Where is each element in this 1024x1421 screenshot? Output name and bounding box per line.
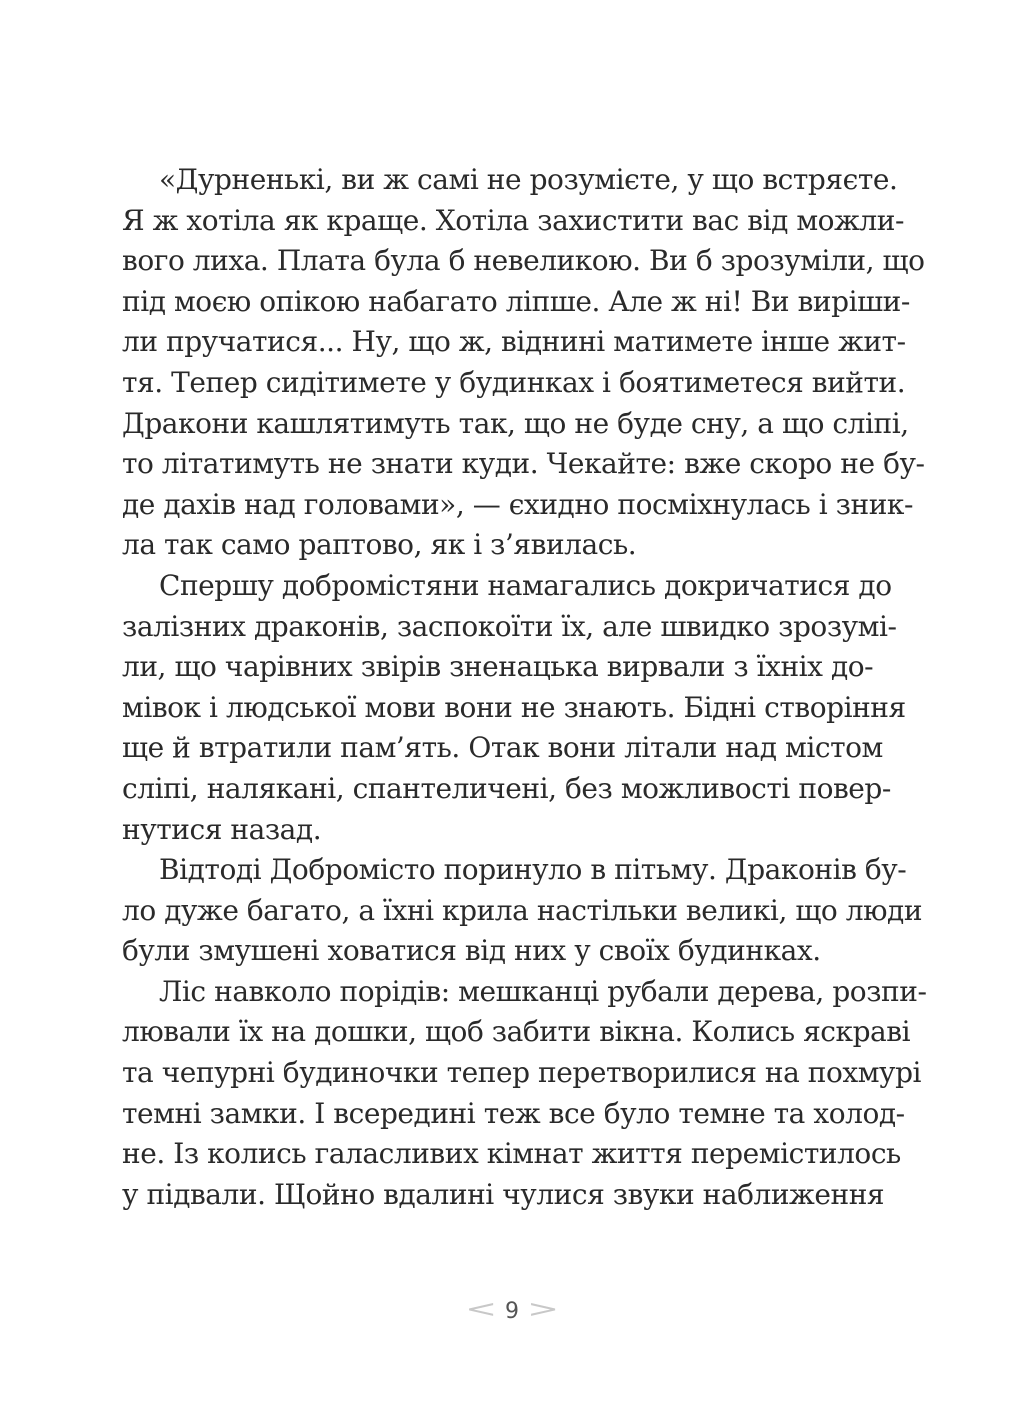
text-line: ло дуже багато, а їхні крила настільки великі, що люди (122, 893, 923, 927)
text-line: та чепурні будиночки тепер перетворилися на похмурі (122, 1056, 922, 1090)
text-line: не. Із колись галасливих кімнат життя перемістилось (122, 1137, 901, 1171)
left-arrow-icon: < (464, 1295, 498, 1323)
text-line: тя. Тепер сидітимете у будинках і боятиметеся вийти. (122, 365, 906, 399)
text-line: Відтоді Доброміcто поринуло в пітьму. Драконів бу- (159, 853, 907, 887)
text-line: темні замки. І всередині теж все було темне та холод- (122, 1096, 905, 1130)
right-arrow-icon: > (526, 1295, 560, 1323)
text-line: «Дурненькі, ви ж самі не розумієте, у що встряєте. (159, 163, 898, 196)
text-line: мівок і людської мови вони не знають. Бідні створіння (122, 690, 906, 724)
text-line: Ліс навколо порідів: мешканці рубали дерева, розпи- (159, 974, 927, 1008)
text-line: вого лиха. Плата була б невеликою. Ви б зрозуміли, що (122, 244, 925, 278)
page-number: 9 (505, 1299, 519, 1324)
text-line: сліпі, налякані, спантеличені, без можливості повер- (122, 771, 891, 805)
text-line: під моєю опікою набагато ліпше. Але ж ні! Ви виріши- (122, 284, 910, 318)
page-number-footer (0, 1295, 1024, 1324)
text-line: то літатимуть не знати куди. Чекайте: вже скоро не бу- (122, 447, 925, 481)
text-line: ли, що чарівних звірів зненацька вирвали з їхніх до- (122, 650, 874, 684)
text-line: Я ж хотіла як краще. Хотіла захистити вас від можли- (122, 203, 904, 237)
text-line: нутися назад. (122, 812, 322, 846)
text-line: лювали їх на дошки, щоб забити вікна. Колись яскраві (122, 1015, 911, 1049)
text-line: були змушені ховатися від них у своїх будинках. (122, 934, 821, 968)
text-line: у підвали. Щойно вдалині чулися звуки наближення (122, 1177, 885, 1211)
body-text (122, 160, 927, 1215)
text-line: ли пручатися... Ну, що ж, віднині матимете інше жит- (122, 325, 906, 359)
text-line: Спершу добромістяни намагались докричатися до (159, 568, 892, 602)
text-line: Дракони кашлятимуть так, що не буде сну, а що сліпі, (122, 406, 909, 440)
text-line: ще й втратили пам’ять. Отак вони літали над містом (122, 731, 883, 765)
text-line: залізних драконів, заспокоїти їх, але швидко зрозумі- (122, 609, 897, 643)
text-line: ла так само раптово, як і з’явилась. (122, 528, 637, 562)
text-line: де дахів над головами», — єхидно посміхнулась і зник- (122, 487, 913, 521)
